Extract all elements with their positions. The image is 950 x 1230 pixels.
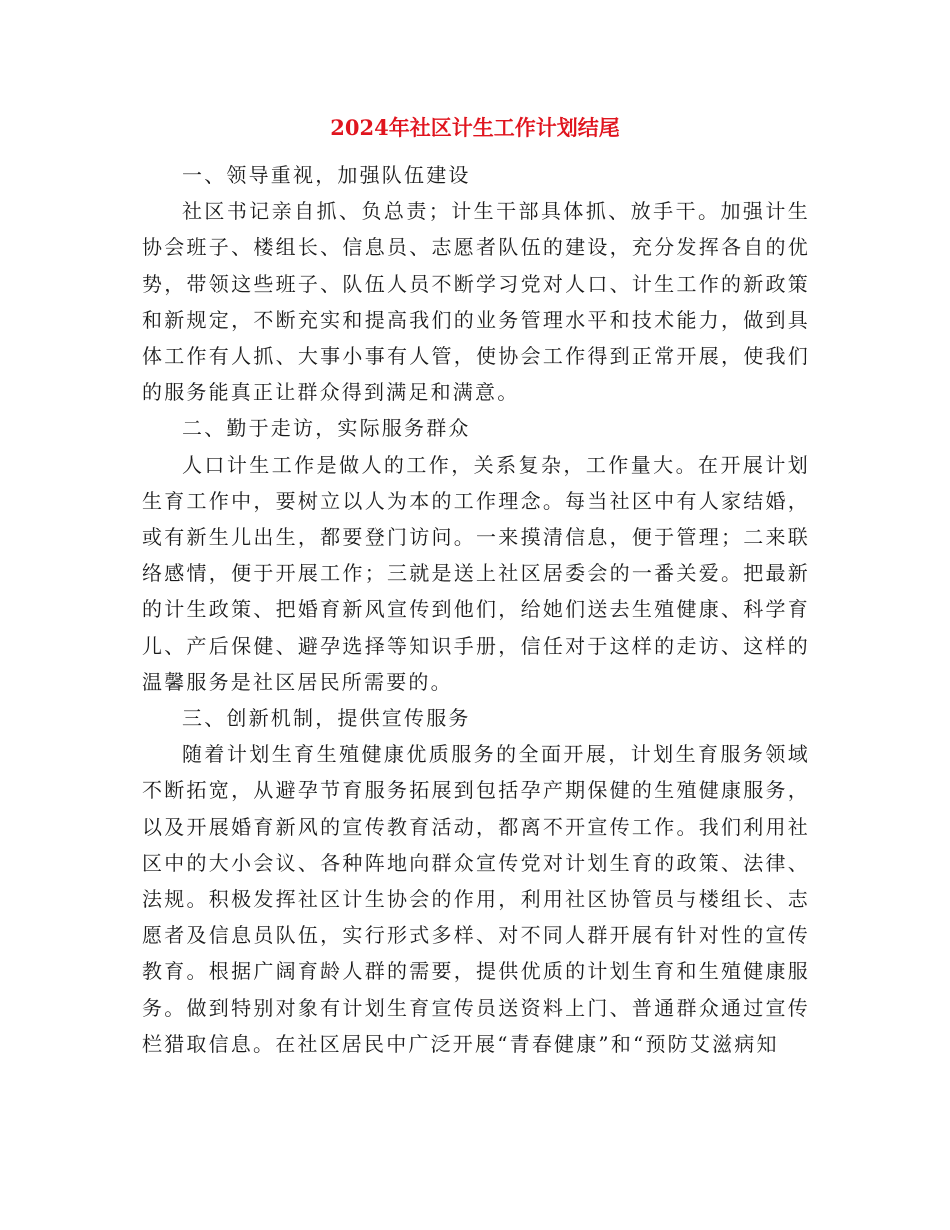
document-title: 2024年社区计生工作计划结尾	[330, 115, 620, 140]
section-3-heading: 三、创新机制，提供宣传服务	[182, 706, 471, 731]
section-1-paragraph: 社区书记亲自抓、负总责；计生干部具体抓、放手干。加强计生协会班子、楼组长、信息员、志愿者队伍的建设，充分发挥各自的优势，带领这些班子、队伍人员不断学习党对人口、计生工作的新政策和新规定，不断充实和提高我们的业务管理水平和技术能力，做到具体工作有人抓、大事小事有人管，使协会工作得到正常开展，使我们的服务能真正让群众得到满足和满意。	[142, 199, 810, 405]
section-1-heading: 一、领导重视，加强队伍建设	[182, 163, 471, 187]
section-2-heading: 二、勤于走访，实际服务群众	[182, 416, 471, 441]
section-2-paragraph: 人口计生工作是做人的工作，关系复杂，工作量大。在开展计划生育工作中，要树立以人为本的工作理念。每当社区中有人家结婚，或有新生儿出生，都要登门访问。一来摸清信息，便于管理；二来联络感情，便于开展工作；三就是送上社区居委会的一番关爱。把最新的计生政策、把婚育新风宣传到他们，给她们送去生殖健康、科学育儿、产后保健、避孕选择等知识手册，信任对于这样的走访、这样的温馨服务是社区居民所需要的。	[142, 452, 810, 694]
section-3-paragraph: 随着计划生育生殖健康优质服务的全面开展，计划生育服务领域不断拓宽，从避孕节育服务拓展到包括孕产期保健的生殖健康服务，以及开展婚育新风的宣传教育活动，都离不开宣传工作。我们利用社区中的大小会议、各种阵地向群众宣传党对计划生育的政策、法律、法规。积极发挥社区计生协会的作用，利用社区协管员与楼组长、志愿者及信息员队伍，实行形式多样、对不同人群开展有针对性的宣传教育。根据广阔育龄人群的需要，提供优质的计划生育和生殖健康服务。做到特别对象有计划生育宣传员送资料上门、普通群众通过宣传栏猎取信息。在社区居民中广泛开展“青春健康”和“预防艾滋病知	[142, 742, 810, 1056]
document-body	[142, 157, 810, 1062]
